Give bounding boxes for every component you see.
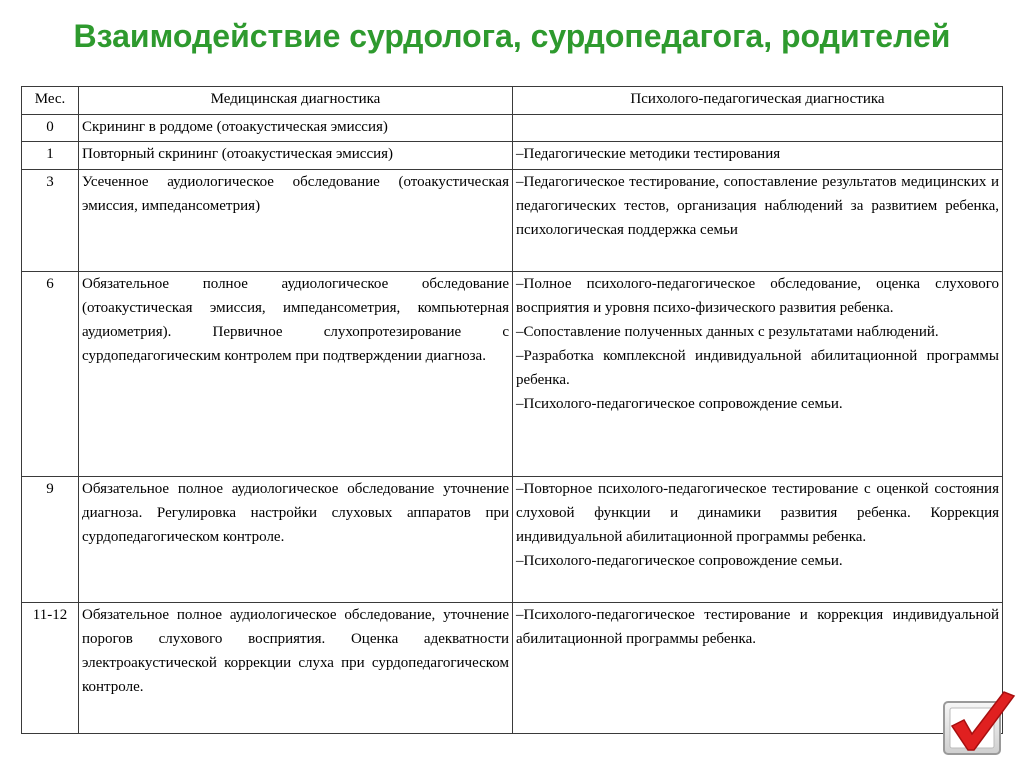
- header-medical: Медицинская диагностика: [79, 87, 513, 115]
- psych-item: –Психолого-педагогическое сопровождение семьи.: [516, 396, 843, 412]
- table-row: [22, 603, 1003, 734]
- diagnostics-table: [21, 86, 1003, 734]
- slide-title: Взаимодействие сурдолога, сурдопедагога, родителей: [73, 18, 951, 54]
- table-row: [22, 142, 1003, 170]
- psych-cell: –Педагогические методики тестирования: [513, 142, 1003, 170]
- header-month: Мес.: [22, 87, 79, 115]
- psych-item: –Повторное психолого-педагогическое тестирование с оценкой состояния слуховой функции и динамики развития ребенка. Коррекция индивидуальной абилитационной программы ребенка.: [516, 481, 999, 545]
- psych-cell: –Педагогическое тестирование, сопоставление результатов медицинских и педагогических тестов, организация наблюдений за развитием ребенка, психологическая поддержка семьи: [513, 170, 1003, 272]
- psych-item: –Разработка комплексной индивидуальной абилитационной программы ребенка.: [516, 348, 999, 388]
- checkmark-icon: [942, 688, 1016, 756]
- month-cell: 0: [22, 115, 79, 142]
- medical-cell: Обязательное полное аудиологическое обследование (отоакустическая эмиссия, импедансометрия, компьютерная аудиометрия). Первичное слухопротезирование с сурдопедагогическим контролем при подтверждении диагноза.: [79, 272, 513, 477]
- table-row: [22, 272, 1003, 477]
- medical-cell: Скрининг в роддоме (отоакустическая эмиссия): [79, 115, 513, 142]
- medical-cell: Обязательное полное аудиологическое обследование, уточнение порогов слухового восприятия. Оценка адекватности электроакустической коррекции слуха при сурдопедагогическом контроле.: [79, 603, 513, 734]
- psych-cell: [513, 115, 1003, 142]
- month-cell: 1: [22, 142, 79, 170]
- psych-item: –Полное психолого-педагогическое обследование, оценка слухового восприятия и уровня психо-физического развития ребенка.: [516, 276, 999, 316]
- psych-item: –Психолого-педагогическое сопровождение семьи.: [516, 553, 843, 569]
- table-row: [22, 115, 1003, 142]
- table-row: [22, 477, 1003, 603]
- psych-cell: [513, 477, 1003, 603]
- month-cell: 6: [22, 272, 79, 477]
- medical-cell: Обязательное полное аудиологическое обследование уточнение диагноза. Регулировка настройки слуховых аппаратов при сурдопедагогическом контроле.: [79, 477, 513, 603]
- psych-item: –Сопоставление полученных данных с результатами наблюдений.: [516, 324, 939, 340]
- month-cell: 9: [22, 477, 79, 603]
- month-cell: 3: [22, 170, 79, 272]
- psych-cell: –Психолого-педагогическое тестирование и коррекция индивидуальной абилитационной программы ребенка.: [513, 603, 1003, 734]
- header-psych: Психолого-педагогическая диагностика: [513, 87, 1003, 115]
- psych-cell: [513, 272, 1003, 477]
- table-header-row: [22, 87, 1003, 115]
- month-cell: 11-12: [22, 603, 79, 734]
- medical-cell: Повторный скрининг (отоакустическая эмиссия): [79, 142, 513, 170]
- table-row: [22, 170, 1003, 272]
- medical-cell: Усеченное аудиологическое обследование (отоакустическая эмиссия, импедансометрия): [79, 170, 513, 272]
